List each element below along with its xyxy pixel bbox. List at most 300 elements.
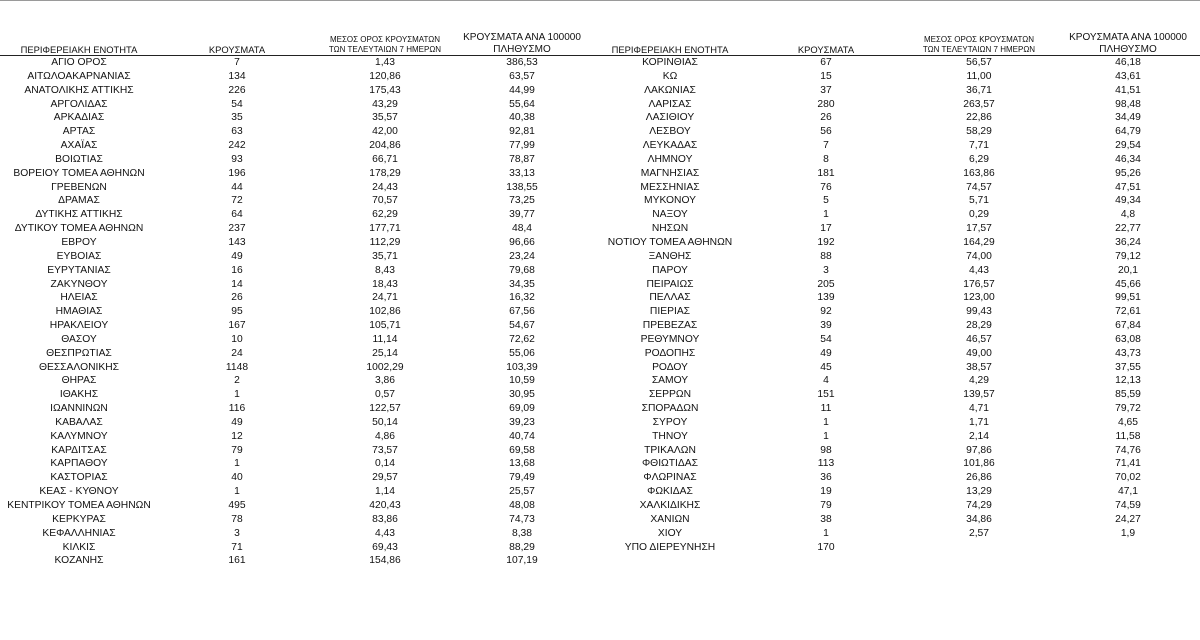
avg7-cell: 175,43	[369, 84, 401, 96]
per100k-cell: 23,24	[509, 250, 535, 262]
region-cell: ΚΑΣΤΟΡΙΑΣ	[50, 472, 108, 484]
avg7-header: ΜΕΣΟΣ ΟΡΟΣ ΚΡΟΥΣΜΑΤΩΝ ΤΩΝ ΤΕΛΕΥΤΑΙΩΝ 7 ΗΜΕΡΩΝ	[328, 35, 442, 54]
region-cell: ΦΩΚΙΔΑΣ	[647, 486, 693, 498]
table-row	[0, 236, 590, 250]
table-row	[0, 471, 590, 485]
table-row	[590, 139, 1200, 153]
table-row	[590, 98, 1200, 112]
region-cell: ΗΡΑΚΛΕΙΟΥ	[49, 320, 109, 332]
avg7-cell: 74,29	[966, 500, 992, 511]
region-cell: ΕΥΡΥΤΑΝΙΑΣ	[47, 264, 111, 276]
table-row	[0, 264, 590, 278]
per100k-cell: 40,38	[509, 112, 535, 124]
region-cell: ΡΕΘΥΜΝΟΥ	[640, 333, 700, 345]
per100k-cell: 47,51	[1115, 181, 1141, 193]
region-cell: ΚΑΒΑΛΑΣ	[55, 416, 103, 428]
table-row	[590, 264, 1200, 278]
cases-cell: 1	[823, 527, 829, 539]
per100k-cell: 54,67	[509, 320, 535, 332]
cases-cell: 16	[231, 264, 243, 276]
per100k-cell: 24,27	[1115, 513, 1141, 525]
avg7-cell: 43,29	[372, 98, 398, 110]
region-cell: ΚΕΝΤΡΙΚΟΥ ΤΟΜΕΑ ΑΘΗΝΩΝ	[7, 500, 151, 511]
table-row	[0, 181, 590, 195]
per100k-cell: 8,38	[511, 527, 533, 539]
table-row	[0, 457, 590, 471]
table-row	[590, 111, 1200, 125]
table-row	[590, 305, 1200, 319]
table-row	[590, 291, 1200, 305]
region-cell: ΧΙΟΥ	[657, 527, 683, 539]
region-cell: ΡΟΔΟΥ	[652, 361, 688, 373]
region-cell: ΚΑΛΥΜΝΟΥ	[50, 430, 108, 442]
table-row	[0, 499, 590, 513]
per100k-cell: 41,51	[1115, 84, 1141, 96]
per100k-cell: 4,8	[1120, 209, 1136, 221]
table-row	[590, 319, 1200, 333]
avg7-cell: 4,43	[968, 264, 990, 276]
table-row	[0, 541, 590, 555]
per100k-cell: 55,64	[509, 98, 535, 110]
cases-cell: 226	[228, 84, 246, 96]
per100k-cell: 20,1	[1117, 264, 1139, 276]
cases-cell: 93	[231, 153, 243, 165]
table-row	[590, 153, 1200, 167]
left-cases-table	[0, 24, 590, 568]
region-cell: ΛΗΜΝΟΥ	[647, 153, 693, 165]
avg7-cell: 49,00	[966, 347, 992, 359]
table-row	[0, 98, 590, 112]
avg7-cell: 112,29	[369, 236, 401, 248]
table-row	[0, 153, 590, 167]
cases-cell: 26	[820, 112, 832, 124]
avg7-cell: 50,14	[372, 416, 398, 428]
table-row	[590, 499, 1200, 513]
per100k-cell: 79,12	[1115, 250, 1141, 262]
region-cell: ΘΑΣΟΥ	[61, 333, 97, 345]
per100k-cell: 85,59	[1115, 389, 1141, 401]
region-cell: ΚΕΦΑΛΛΗΝΙΑΣ	[42, 527, 116, 539]
table-row	[0, 84, 590, 98]
table-row	[0, 222, 590, 236]
per100k-cell: 43,61	[1115, 70, 1141, 82]
avg7-cell: 139,57	[963, 389, 995, 401]
avg7-cell: 420,43	[369, 500, 401, 511]
cases-cell: 151	[817, 389, 835, 401]
region-cell: ΑΡΚΑΔΙΑΣ	[53, 112, 105, 124]
avg7-cell: 1,14	[374, 486, 396, 498]
per100k-cell: 72,62	[509, 333, 535, 345]
region-cell: ΛΑΚΩΝΙΑΣ	[644, 84, 696, 96]
table-row	[590, 361, 1200, 375]
per100k-cell: 386,53	[506, 57, 538, 68]
avg7-cell: 74,57	[966, 181, 992, 193]
table-row	[590, 541, 1200, 555]
per100k-cell: 79,72	[1115, 403, 1141, 415]
table-row	[0, 291, 590, 305]
region-cell: ΤΡΙΚΑΛΩΝ	[644, 444, 696, 456]
per100k-cell: 39,77	[509, 209, 535, 221]
cases-cell: 72	[231, 195, 243, 207]
region-cell: ΘΕΣΠΡΩΤΙΑΣ	[46, 347, 112, 359]
region-cell: ΚΩ	[662, 70, 678, 82]
avg7-cell: 1,71	[968, 416, 990, 428]
cases-cell: 2	[234, 375, 240, 387]
region-cell: ΔΡΑΜΑΣ	[58, 195, 100, 207]
table-row	[590, 333, 1200, 347]
per100k-cell: 10,59	[509, 375, 535, 387]
cases-cell: 56	[820, 126, 832, 138]
table-row	[0, 527, 590, 541]
region-cell: ΡΟΔΟΠΗΣ	[644, 347, 696, 359]
table-row	[590, 444, 1200, 458]
region-cell: ΧΑΛΚΙΔΙΚΗΣ	[639, 500, 701, 511]
cases-cell: 4	[823, 375, 829, 387]
cases-cell: 17	[820, 223, 832, 235]
avg7-cell: 11,14	[372, 333, 398, 345]
avg7-cell: 22,86	[966, 112, 992, 124]
per100k-cell: 138,55	[506, 181, 538, 193]
per100k-cell: 69,58	[509, 444, 535, 456]
region-cell: ΕΒΡΟΥ	[61, 236, 97, 248]
cases-cell: 7	[234, 57, 240, 68]
table-row	[590, 374, 1200, 388]
cases-cell: 280	[817, 98, 835, 110]
cases-cell: 15	[820, 70, 832, 82]
table-row	[590, 250, 1200, 264]
per100k-cell: 99,51	[1115, 292, 1141, 304]
cases-cell: 10	[231, 333, 243, 345]
per100k-cell: 22,77	[1115, 223, 1141, 235]
avg7-cell: 66,71	[372, 153, 398, 165]
avg7-cell: 24,43	[372, 181, 398, 193]
header-row	[0, 24, 590, 56]
cases-cell: 242	[228, 140, 246, 152]
avg7-cell: 163,86	[963, 167, 995, 179]
per100k-cell: 77,99	[509, 140, 535, 152]
table-row	[590, 388, 1200, 402]
avg7-cell: 0,57	[374, 389, 396, 401]
per100k-cell: 67,56	[509, 306, 535, 318]
table-row	[590, 416, 1200, 430]
per100k-cell: 36,24	[1115, 236, 1141, 248]
cases-cell: 67	[820, 57, 832, 68]
avg7-cell: 120,86	[369, 70, 401, 82]
table-row	[0, 305, 590, 319]
cases-cell: 38	[820, 513, 832, 525]
per100k-cell: 79,49	[509, 472, 535, 484]
region-cell: ΜΑΓΝΗΣΙΑΣ	[640, 167, 700, 179]
avg7-cell: 3,86	[374, 375, 396, 387]
region-cell: ΙΩΑΝΝΙΝΩΝ	[50, 403, 108, 415]
left-table-body	[0, 56, 590, 569]
cases-cell: 37	[820, 84, 832, 96]
table-row	[590, 208, 1200, 222]
cases-cell: 12	[231, 430, 243, 442]
region-cell: ΠΡΕΒΕΖΑΣ	[642, 320, 698, 332]
region-cell: ΛΑΡΙΣΑΣ	[648, 98, 692, 110]
cases-cell: 1	[823, 416, 829, 428]
cases-cell: 1	[234, 458, 240, 470]
cases-cell: 192	[817, 236, 835, 248]
region-cell: ΤΗΝΟΥ	[652, 430, 688, 442]
table-row	[590, 430, 1200, 444]
table-row	[0, 416, 590, 430]
region-cell: ΠΕΛΛΑΣ	[649, 292, 691, 304]
avg7-cell: 13,29	[966, 486, 992, 498]
table-row	[0, 319, 590, 333]
avg7-cell: 7,71	[968, 140, 990, 152]
table-row	[590, 402, 1200, 416]
region-cell: ΔΥΤΙΚΗΣ ΑΤΤΙΚΗΣ	[35, 209, 123, 221]
per100k-cell: 45,66	[1115, 278, 1141, 290]
per100k-cell	[1056, 541, 1200, 555]
cases-cell: 19	[820, 486, 832, 498]
region-cell: ΣΥΡΟΥ	[652, 416, 688, 428]
region-cell: ΚΟΖΑΝΗΣ	[54, 555, 104, 567]
per100k-cell: 34,49	[1115, 112, 1141, 124]
table-row	[0, 333, 590, 347]
region-header: ΠΕΡΙΦΕΡΕΙΑΚΗ ΕΝΟΤΗΤΑ	[611, 44, 729, 55]
table-row	[0, 139, 590, 153]
cases-cell: 1148	[225, 361, 249, 373]
avg7-cell: 2,57	[968, 527, 990, 539]
per100k-cell: 69,09	[509, 403, 535, 415]
cases-cell: 63	[231, 126, 243, 138]
per100k-cell: 44,99	[509, 84, 535, 96]
cases-cell: 45	[820, 361, 832, 373]
region-cell: ΞΑΝΘΗΣ	[648, 250, 692, 262]
table-row	[0, 485, 590, 499]
top-rule	[0, 0, 1200, 1]
avg7-cell: 4,29	[968, 375, 990, 387]
per100k-cell: 70,02	[1115, 472, 1141, 484]
per100k-cell: 16,32	[509, 292, 535, 304]
region-cell: ΓΡΕΒΕΝΩΝ	[51, 181, 107, 193]
cases-cell: 49	[231, 250, 243, 262]
cases-cell: 49	[231, 416, 243, 428]
per100k-header: ΚΡΟΥΣΜΑΤΑ ΑΝΑ 100000 ΠΛΗΘΥΣΜΟ	[1069, 32, 1187, 55]
cases-cell: 78	[231, 513, 243, 525]
region-cell: ΑΓΙΟ ΟΡΟΣ	[51, 57, 107, 68]
cases-cell: 26	[231, 292, 243, 304]
per100k-cell: 74,59	[1115, 500, 1141, 511]
region-cell: ΣΠΟΡΑΔΩΝ	[641, 403, 699, 415]
table-row	[0, 125, 590, 139]
per100k-cell: 33,13	[509, 167, 535, 179]
avg7-cell: 176,57	[963, 278, 995, 290]
per100k-cell: 92,81	[509, 126, 535, 138]
region-cell: ΛΕΣΒΟΥ	[649, 126, 691, 138]
table-row	[590, 125, 1200, 139]
avg7-cell: 26,86	[966, 472, 992, 484]
region-cell: ΛΕΥΚΑΔΑΣ	[642, 140, 698, 152]
avg7-cell: 0,14	[374, 458, 396, 470]
region-cell: ΑΧΑΪΑΣ	[60, 140, 98, 152]
cases-cell: 1	[823, 209, 829, 221]
avg7-cell: 29,57	[372, 472, 398, 484]
per100k-cell: 55,06	[509, 347, 535, 359]
per100k-cell: 72,61	[1115, 306, 1141, 318]
cases-cell: 92	[820, 306, 832, 318]
region-cell: ΔΥΤΙΚΟΥ ΤΟΜΕΑ ΑΘΗΝΩΝ	[14, 223, 144, 235]
cases-cell: 64	[231, 209, 243, 221]
cases-header: ΚΡΟΥΣΜΑΤΑ	[208, 44, 266, 55]
avg7-cell: 28,29	[966, 320, 992, 332]
avg7-cell: 5,71	[968, 195, 990, 207]
avg7-cell: 18,43	[372, 278, 398, 290]
per100k-cell: 63,08	[1115, 333, 1141, 345]
table-row	[0, 194, 590, 208]
per100k-cell: 25,57	[509, 486, 535, 498]
region-cell: ΖΑΚΥΝΘΟΥ	[50, 278, 108, 290]
table-row	[0, 361, 590, 375]
region-cell: ΕΥΒΟΙΑΣ	[56, 250, 102, 262]
table-row	[0, 430, 590, 444]
cases-cell: 54	[820, 333, 832, 345]
table-row	[590, 56, 1200, 70]
per100k-header: ΚΡΟΥΣΜΑΤΑ ΑΝΑ 100000 ΠΛΗΘΥΣΜΟ	[463, 32, 581, 55]
cases-cell: 143	[228, 236, 246, 248]
per100k-cell: 47,1	[1117, 486, 1139, 498]
region-cell: ΚΟΡΙΝΘΙΑΣ	[642, 57, 698, 68]
avg7-cell: 1,43	[374, 57, 396, 68]
per100k-cell: 30,95	[509, 389, 535, 401]
per100k-cell: 107,19	[506, 555, 538, 567]
table-row	[590, 167, 1200, 181]
avg7-cell: 102,86	[369, 306, 401, 318]
table-row	[0, 111, 590, 125]
cases-cell: 44	[231, 181, 243, 193]
cases-cell: 7	[823, 140, 829, 152]
cases-cell: 71	[231, 541, 243, 553]
avg7-cell	[902, 541, 1056, 555]
region-cell: ΘΗΡΑΣ	[61, 375, 97, 387]
region-cell: ΙΘΑΚΗΣ	[59, 389, 99, 401]
avg7-cell: 4,86	[374, 430, 396, 442]
avg7-cell: 204,86	[369, 140, 401, 152]
avg7-header: ΜΕΣΟΣ ΟΡΟΣ ΚΡΟΥΣΜΑΤΩΝ ΤΩΝ ΤΕΛΕΥΤΑΙΩΝ 7 ΗΜΕΡΩΝ	[922, 35, 1036, 54]
avg7-cell: 58,29	[966, 126, 992, 138]
region-cell: ΧΑΝΙΩΝ	[650, 513, 690, 525]
region-cell: ΘΕΣΣΑΛΟΝΙΚΗΣ	[38, 361, 120, 373]
cases-cell: 205	[817, 278, 835, 290]
per100k-cell: 63,57	[509, 70, 535, 82]
per100k-cell: 13,68	[509, 458, 535, 470]
table-row	[0, 70, 590, 84]
cases-cell: 116	[228, 403, 246, 415]
cases-cell: 95	[231, 306, 243, 318]
avg7-cell: 8,43	[374, 264, 396, 276]
cases-cell: 139	[817, 292, 835, 304]
avg7-cell: 0,29	[968, 209, 990, 221]
cases-header: ΚΡΟΥΣΜΑΤΑ	[797, 44, 855, 55]
cases-cell: 161	[228, 555, 246, 567]
region-cell: ΦΛΩΡΙΝΑΣ	[643, 472, 697, 484]
avg7-cell: 1002,29	[366, 361, 404, 373]
table-row	[0, 167, 590, 181]
region-cell: ΗΜΑΘΙΑΣ	[55, 306, 103, 318]
table-row	[0, 208, 590, 222]
avg7-cell: 36,71	[966, 84, 992, 96]
cases-cell: 3	[234, 527, 240, 539]
avg7-cell: 83,86	[372, 513, 398, 525]
region-cell: ΑΡΤΑΣ	[62, 126, 96, 138]
region-cell: ΜΕΣΣΗΝΙΑΣ	[640, 181, 700, 193]
cases-cell: 170	[817, 541, 835, 553]
avg7-cell: 25,14	[372, 347, 398, 359]
avg7-cell: 97,86	[966, 444, 992, 456]
avg7-cell: 34,86	[966, 513, 992, 525]
header-row	[590, 24, 1200, 56]
table-row	[0, 374, 590, 388]
region-cell: ΚΙΛΚΙΣ	[62, 541, 96, 553]
cases-cell: 495	[228, 500, 246, 511]
cases-cell: 1	[234, 389, 240, 401]
region-cell: ΝΑΞΟΥ	[652, 209, 688, 221]
region-header: ΠΕΡΙΦΕΡΕΙΑΚΗ ΕΝΟΤΗΤΑ	[20, 44, 138, 55]
region-cell: ΥΠΟ ΔΙΕΡΕΥΝΗΣΗ	[624, 541, 716, 553]
cases-cell: 98	[820, 444, 832, 456]
right-table-body	[590, 56, 1200, 555]
avg7-cell: 24,71	[372, 292, 398, 304]
avg7-cell: 4,43	[374, 527, 396, 539]
region-cell: ΑΝΑΤΟΛΙΚΗΣ ΑΤΤΙΚΗΣ	[24, 84, 134, 96]
region-cell: ΠΑΡΟΥ	[652, 264, 688, 276]
per100k-cell: 43,73	[1115, 347, 1141, 359]
per100k-cell: 46,34	[1115, 153, 1141, 165]
table-row	[590, 278, 1200, 292]
per100k-cell: 78,87	[509, 153, 535, 165]
table-row	[0, 444, 590, 458]
avg7-cell: 74,00	[966, 250, 992, 262]
table-row	[590, 485, 1200, 499]
per100k-cell: 48,08	[509, 500, 535, 511]
region-cell: ΒΟΡΕΙΟΥ ΤΟΜΕΑ ΑΘΗΝΩΝ	[13, 167, 145, 179]
cases-cell: 79	[820, 500, 832, 511]
per100k-cell: 71,41	[1115, 458, 1141, 470]
per100k-cell: 29,54	[1115, 140, 1141, 152]
avg7-cell: 177,71	[369, 223, 401, 235]
per100k-cell: 67,84	[1115, 320, 1141, 332]
avg7-cell: 99,43	[966, 306, 992, 318]
avg7-cell: 101,86	[963, 458, 995, 470]
cases-cell: 88	[820, 250, 832, 262]
cases-cell: 181	[817, 167, 835, 179]
cases-cell: 134	[228, 70, 246, 82]
avg7-cell: 38,57	[966, 361, 992, 373]
per100k-cell: 74,76	[1115, 444, 1141, 456]
table-row	[0, 402, 590, 416]
per100k-cell: 4,65	[1117, 416, 1139, 428]
table-row	[590, 347, 1200, 361]
avg7-cell: 6,29	[968, 153, 990, 165]
per100k-cell: 95,26	[1115, 167, 1141, 179]
avg7-cell: 263,57	[963, 98, 995, 110]
region-cell: ΣΑΜΟΥ	[651, 375, 689, 387]
cases-cell: 79	[231, 444, 243, 456]
per100k-cell: 40,74	[509, 430, 535, 442]
cases-cell: 1	[234, 486, 240, 498]
cases-cell: 1	[823, 430, 829, 442]
avg7-cell: 154,86	[369, 555, 401, 567]
per100k-cell: 11,58	[1115, 430, 1141, 442]
cases-cell: 54	[231, 98, 243, 110]
table-row	[590, 181, 1200, 195]
per100k-cell: 64,79	[1115, 126, 1141, 138]
region-cell: ΠΕΙΡΑΙΩΣ	[646, 278, 694, 290]
cases-cell: 39	[820, 320, 832, 332]
